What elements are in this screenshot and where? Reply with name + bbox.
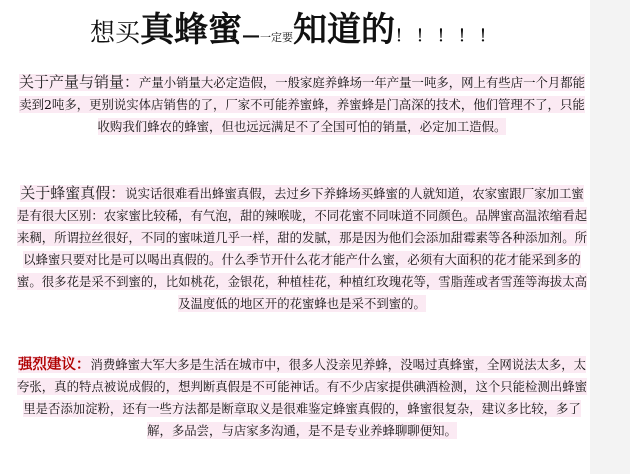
title-part-2: 真蜂蜜	[140, 10, 242, 50]
section-recommendation	[16, 354, 588, 442]
title-small-text: 一定要	[260, 31, 293, 44]
section-output-sales	[16, 71, 588, 138]
section-body: 产量小销量大必定造假，一般家庭养蜂场一年产量一吨多，网上有些店一个月都能卖到2吨多，更别说实体店销售的了，厂家不可能养蜜蜂，养蜜蜂是门高深的技术，他们管理不了，只能收购我们蜂农的蜂蜜，但也远远满足不了全国可怕的销量，必定加工造假。	[19, 75, 586, 134]
section-body: 说实话很难看出蜂蜜真假，去过乡下养蜂场买蜂蜜的人就知道，农家蜜跟厂家加工蜜是有很大区别：农家蜜比较稀，有气泡，甜的辣喉咙，不同花蜜不同味道不同颜色。品牌蜜高温浓缩看起来稠，所谓拉丝很好，不同的蜜味道几乎一样，甜的发腻，那是因为他们会添加甜霉素等各种添加剂。所以蜂蜜只要对比是可以喝出真假的。什么季节开什么花才能产什么蜜，必须有大面积的花才能采到多的蜜。很多花是采不到蜜的，比如桃花，金银花，种植桂花，种植红玫瑰花等，雪脂莲或者雪莲等海拔太高及温度低的地区开的花蜜蜂也是采不到蜜的。	[17, 186, 587, 311]
title-part-1: 想买	[89, 18, 140, 47]
section-authenticity	[16, 182, 588, 315]
title-exclamations: ！！！！！	[395, 26, 501, 45]
title-part-5: 知道的	[293, 10, 395, 50]
section-heading: 关于产量与销量：	[18, 73, 139, 91]
page-title	[0, 8, 590, 60]
section-body: 消费蜂蜜大军大多是生活在城市中，很多人没亲见养蜂，没喝过真蜂蜜，全网说法太多，太夸张，真的特点被说成假的，想判断真假是不可能神话。有不少店家提供碘酒检测，这个只能检测出蜂蜜里是否添加淀粉，还有一些方法都是断章取义是很难鉴定蜂蜜真假的，蜂蜜很复杂，建议多比较，多了解，多品尝，与店家多沟通，是不是专业养蜂聊聊便知。	[17, 357, 587, 438]
title-dash: —	[242, 25, 260, 46]
section-heading: 强烈建议：	[17, 356, 91, 373]
section-heading: 关于蜂蜜真假：	[20, 184, 126, 202]
side-strip	[590, 0, 630, 474]
